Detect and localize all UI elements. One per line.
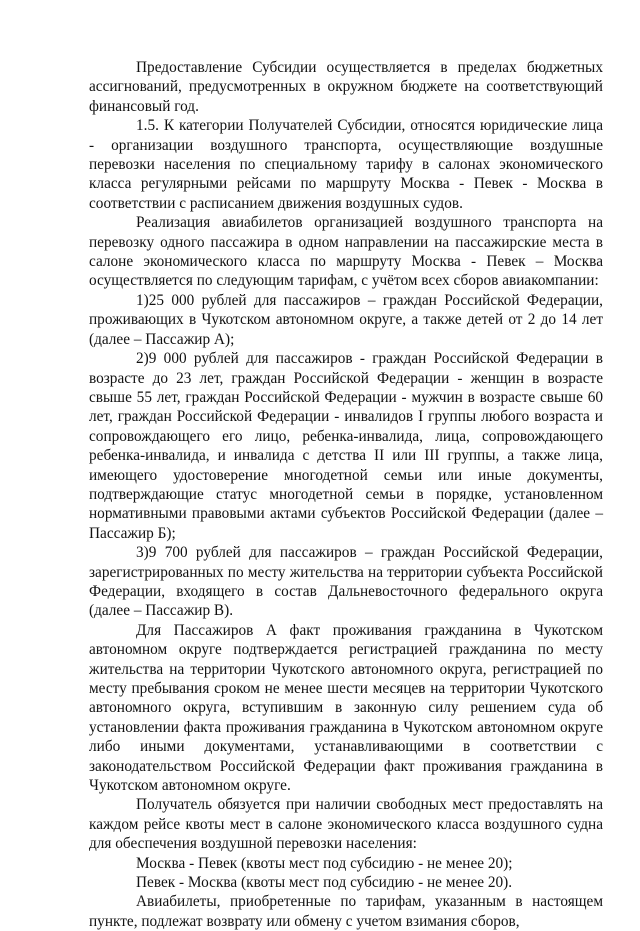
tariff-number: 2)	[136, 350, 149, 368]
paragraph-tariffs-intro: Реализация авиабилетов организацией воздушного транспорта на перевозку одного пассажира в одном направлении на пассажирские места в салоне экономического класса по маршруту Москва - Певек – Москва осуществляется по следующим тарифам, с учётом всех сборов авиакомпании:	[89, 214, 603, 290]
paragraph-subsidy-budget: Предоставление Субсидии осуществляется в пределах бюджетных ассигнований, предусмотренных в окружном бюджете на соответствующий финансовый год.	[89, 59, 603, 115]
tariff-number: 1)	[136, 291, 149, 309]
tariff-number: 3)	[136, 544, 149, 562]
tariff-item-3	[89, 543, 603, 621]
paragraph-recipients: 1.5. К категории Получателей Субсидии, относятся юридические лица - организации воздушного транспорта, осуществляющие воздушные перевозки населения по специальному тарифу в салонах экономического класса регулярными рейсами по маршруту Москва - Певек - Москва в соответствии с расписанием движения воздушных судов.	[89, 117, 603, 212]
paragraph-passenger-a-proof: Для Пассажиров А факт проживания гражданина в Чукотском автономном округе подтверждается регистрацией гражданина по месту жительства на территории Чукотского автономного округа, регистрацией по месту пребывания сроком не менее шести месяцев на территории Чукотского автономного округа, вступившим в законную силу решением суда об установлении факта проживания гражданина в Чукотском автономном округе либо иными документами, устанавливающими в соответствии с законодательством Российской Федерации факт проживания гражданина в Чукотском автономном округе.	[89, 621, 603, 795]
document-page	[89, 58, 603, 931]
paragraph-quota-obligation: Получатель обязуется при наличии свободных мест предоставлять на каждом рейсе квоты мест в салоне экономического класса воздушного судна для обеспечения воздушной перевозки населения:	[89, 796, 603, 853]
tariff-text: 9 700 рублей для пассажиров – граждан Российской Федерации, зарегистрированных по месту жительства на территории субъекта Российской Федерации, входящего в состав Дальневосточного федерального округа (далее – Пассажир В).	[89, 544, 603, 620]
quota-pevek-moscow: Певек - Москва (квоты мест под субсидию - не менее 20).	[136, 874, 513, 892]
tariff-item-1	[89, 291, 603, 349]
quota-moscow-pevek: Москва - Певек (квоты мест под субсидию - не менее 20);	[136, 854, 513, 872]
tariff-item-2	[89, 349, 603, 543]
tariff-text: 25 000 рублей для пассажиров – граждан Российской Федерации, проживающих в Чукотском автономном округе, а также детей от 2 до 14 лет (далее – Пассажир А);	[89, 291, 603, 348]
paragraph-ticket-return: Авиабилеты, приобретенные по тарифам, указанным в настоящем пункте, подлежат возврату или обмену с учетом взимания сборов,	[89, 893, 603, 930]
tariff-text: 9 000 рублей для пассажиров - граждан Российской Федерации в возрасте до 23 лет, граждан Российской Федерации - женщин в возрасте свыше 55 лет, граждан Российской Федерации - мужчин в возрасте свыше 60 лет, граждан Российской Федерации - инвалидов I группы любого возраста и сопровождающего его лицо, ребенка-инвалида, лица, сопровождающего ребенка-инвалида, и инвалида с детства II или III группы, а также лица, имеющего удостоверение многодетной семьи или иные документы, подтверждающие статус многодетной семьи в порядке, установленном нормативными правовыми актами субъектов Российской Федерации (далее – Пассажир Б);	[89, 350, 603, 542]
